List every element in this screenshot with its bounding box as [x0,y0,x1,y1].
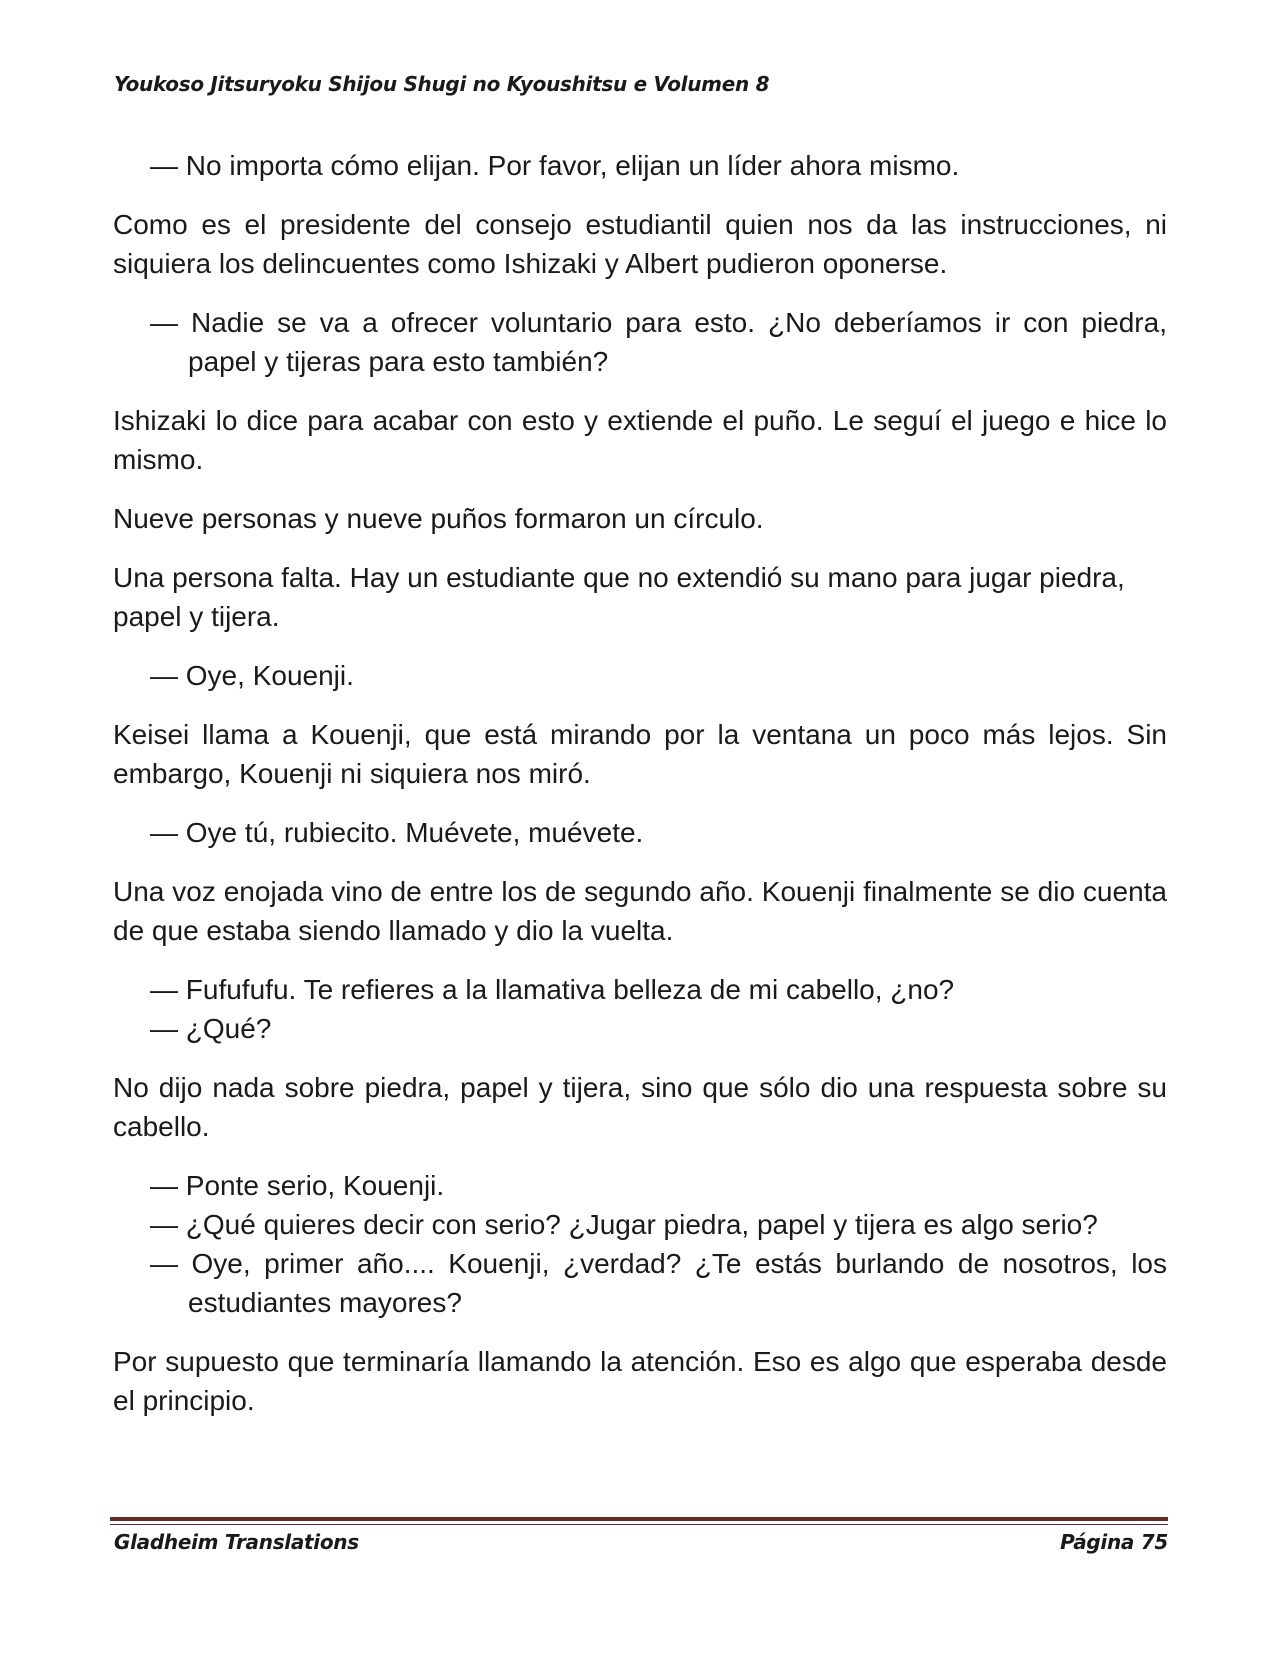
dialogue-line: — Oye tú, rubiecito. Muévete, muévete. [150,817,644,848]
footer-credit: Gladheim Translations [114,1530,359,1554]
paragraph: Una persona falta. Hay un estudiante que no extendió su mano para jugar piedra, papel y tijera. [113,562,1125,632]
dialogue-line: — ¿Qué? [150,1013,272,1044]
dialogue-line: — No importa cómo elijan. Por favor, elijan un líder ahora mismo. [150,150,960,181]
paragraph: Como es el presidente del consejo estudiantil quien nos da las instrucciones, ni siquiera los delincuentes como Ishizaki y Albert pudieron oponerse. [113,209,1167,279]
paragraph: Una voz enojada vino de entre los de segundo año. Kouenji finalmente se dio cuenta de que estaba siendo llamado y dio la vuelta. [113,876,1167,946]
paragraph: Por supuesto que terminaría llamando la atención. Eso es algo que esperaba desde el principio. [113,1346,1167,1416]
paragraph: Keisei llama a Kouenji, que está mirando por la ventana un poco más lejos. Sin embargo, Kouenji ni siquiera nos miró. [113,719,1167,789]
dialogue-line: — Oye, Kouenji. [150,660,354,691]
paragraph: Ishizaki lo dice para acabar con esto y extiende el puño. Le seguí el juego e hice lo mismo. [113,405,1167,475]
paragraph: No dijo nada sobre piedra, papel y tijera, sino que sólo dio una respuesta sobre su cabello. [113,1072,1167,1142]
header-title: Youkoso Jitsuryoku Shijou Shugi no Kyoushitsu e Volumen 8 [114,72,770,96]
dialogue-line: — ¿Qué quieres decir con serio? ¿Jugar piedra, papel y tijera es algo serio? [150,1209,1098,1240]
paragraph: Nueve personas y nueve puños formaron un círculo. [113,503,764,534]
dialogue-line: — Oye, primer año.... Kouenji, ¿verdad? ¿Te estás burlando de nosotros, los estudiantes mayores? [150,1248,1167,1318]
footer-rule [110,1517,1168,1521]
dialogue-line: — Ponte serio, Kouenji. [150,1170,445,1201]
footer-rule-thin [110,1524,1168,1525]
dialogue-line: — Fufufufu. Te refieres a la llamativa belleza de mi cabello, ¿no? [150,974,955,1005]
page-number: Página 75 [1060,1530,1168,1554]
body-text [113,146,1167,1440]
dialogue-line: — Nadie se va a ofrecer voluntario para esto. ¿No deberíamos ir con piedra, papel y tijeras para esto también? [150,307,1167,377]
